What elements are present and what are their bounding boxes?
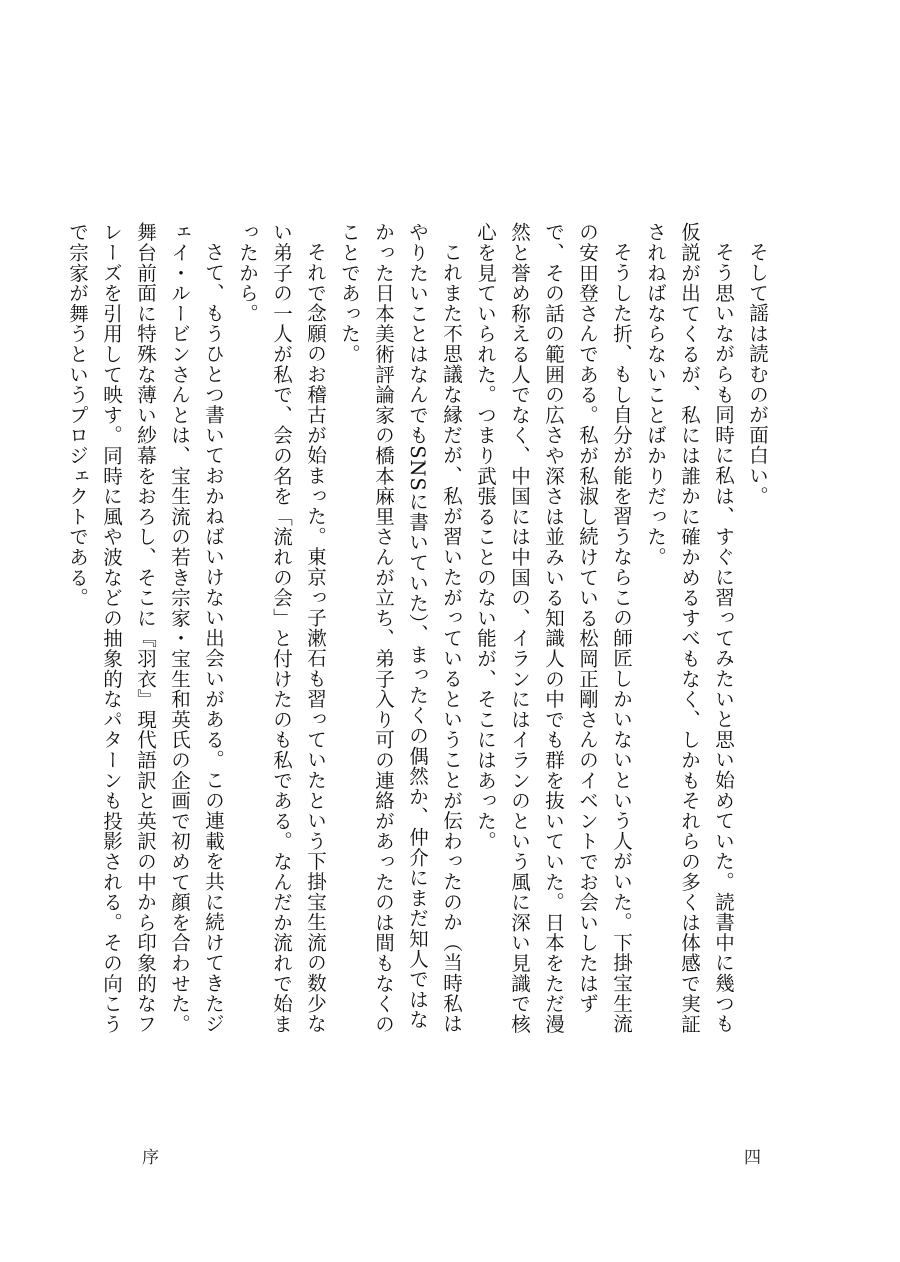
paragraph-4: これまた不思議な縁だが、私が習いたがっているということが伝わったのか（当時私はやりたいことはなんでもSNSに書いていた）、まったくの偶然か、仲介にまだ知人ではなかった日本美術評論家の橋本麻里さんが立ち、弟子入り可の連絡があったのは間もなくのことであった。 (338, 222, 463, 1034)
paragraph-3: そうした折、もし自分が能を習うならこの師匠しかいないという人がいた。下掛宝生流の安田登さんである。私が私淑し続けている松岡正剛さんのイベントでお会いしたはずで、その話の範囲の広さや深さは並みいる知識人の中でも群を抜いていた。日本をただ漫然と誉め称える人でなく、中国には中国の、イランにはイランのという風に深い見識で核心を見ていられた。つまり武張ることのない能が、そこにはあった。 (474, 222, 633, 1034)
section-label: 序 (142, 1148, 159, 1168)
body-text (66, 222, 774, 1040)
page-number: 四 (744, 1148, 761, 1168)
paragraph-6: さて、もうひとつ書いておかねばいけない出会いがある。この連載を共に続けてきたジェイ・ルービンさんとは、宝生流の若き宗家・宝生和英氏の企画で初めて顔を合わせた。舞台前面に特殊な薄い紗幕をおろし、そこに『羽衣』現代語訳と英訳の中から印象的なフレーズを引用して映す。同時に風や波などの抽象的なパターンも投影される。その向こうで宗家が舞うというプロジェクトである。 (66, 222, 225, 1034)
paragraph-1: そして謡は読むのが面白い。 (746, 241, 769, 506)
paragraph-5: それで念願のお稽古が始まった。東京っ子漱石も習っていたという下掛宝生流の数少ない弟子の一人が私で、会の名を「流れの会」と付けたのも私である。なんだか流れで始まったから。 (236, 222, 327, 1034)
paragraph-2: そう思いながらも同時に私は、すぐに習ってみたいと思い始めていた。読書中に幾つも仮説が出てくるが、私には誰かに確かめるすべもなく、しかもそれらの多くは体感で実証されねばならないことばかりだった。 (644, 222, 735, 1034)
